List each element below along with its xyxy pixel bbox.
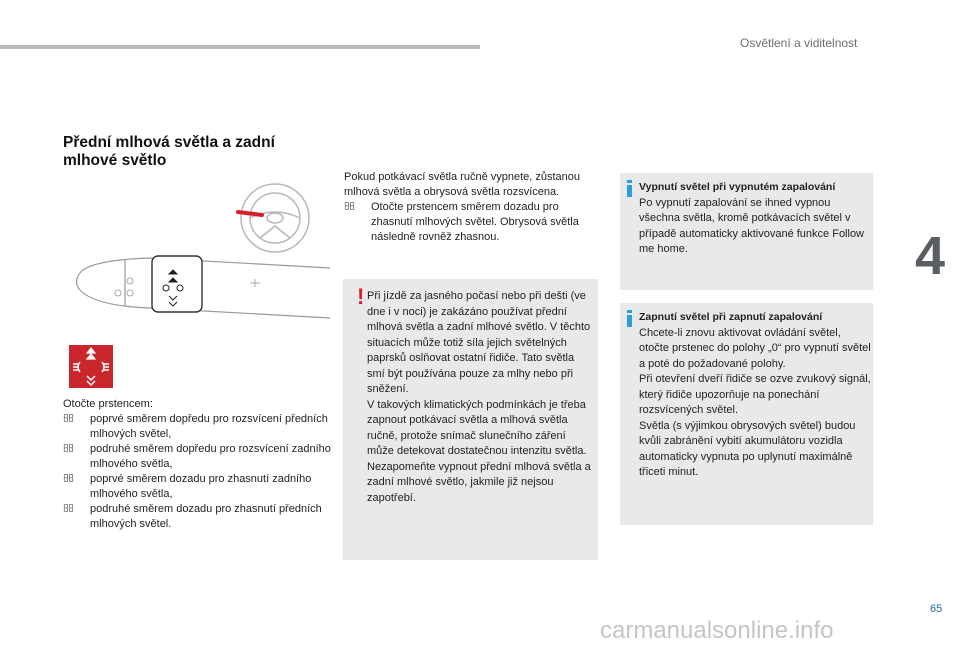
fog-light-symbol	[69, 345, 113, 388]
info-icon	[627, 310, 632, 327]
list-item-text: poprvé směrem dozadu pro zhasnutí zadního mlhového světla,	[90, 473, 312, 500]
bullet-icon	[344, 200, 355, 215]
list-item	[63, 502, 333, 532]
list-item-text: podruhé směrem dopředu pro rozsvícení zadního mlhového světla,	[90, 443, 331, 470]
lighting-stalk	[77, 258, 331, 318]
steering-wheel-icon	[241, 184, 309, 252]
info-paragraph: Světla (s výjimkou obrysových světel) budou kvůli zabránění vybití akumulátoru vozidla automaticky vypnuta po uplynutí maximálně třiceti minut.	[639, 419, 856, 478]
col2-paragraph: Pokud potkávací světla ručně vypnete, zůstanou mlhová světla a obrysová světla rozsvícena.	[344, 171, 581, 198]
warning-paragraph: Nezapomeňte vypnout přední mlhová světla a zadní mlhové světlo, jakmile již nejsou zapotřebí.	[367, 460, 591, 504]
bullet-icon	[63, 472, 74, 487]
info-title: Zapnutí světel při zapnutí zapalování	[639, 311, 823, 323]
info-box-ignition-off	[620, 173, 873, 290]
chapter-number: 4	[915, 226, 946, 286]
info-icon	[627, 180, 632, 197]
fog-light-icon	[69, 345, 113, 388]
info-paragraph: Při otevření dveří řidiče se ozve zvukový signál, který řidiče upozorňuje na ponechání rozsvícených světel.	[639, 373, 871, 416]
header-rule	[0, 45, 480, 49]
list-item-text: podruhé směrem dozadu pro zhasnutí předních mlhových světel.	[90, 503, 322, 530]
list-item	[63, 442, 333, 472]
list-item-text: Otočte prstencem směrem dozadu pro zhasnutí mlhových světel. Obrysová světla následně rovněž zhasnou.	[371, 201, 579, 243]
watermark: carmanualsonline.info	[600, 617, 834, 644]
bullet-icon	[63, 412, 74, 427]
info-paragraph: Chcete-li znovu aktivovat ovládání světel, otočte prstenec do polohy „0“ pro vypnutí světel a poté do požadované polohy.	[639, 326, 871, 370]
section-title: Osvětlení a viditelnost	[740, 36, 858, 50]
list-item	[344, 200, 599, 245]
info-title: Vypnutí světel při vypnutém zapalování	[639, 181, 836, 193]
list-item	[63, 472, 333, 502]
page-title: Přední mlhová světla a zadní mlhové světlo	[63, 134, 275, 169]
info-text	[639, 310, 871, 481]
warning-icon: !	[357, 284, 365, 309]
column-1-text	[63, 397, 333, 532]
info-text	[639, 180, 871, 258]
warning-box	[343, 279, 598, 560]
stalk-illustration	[70, 178, 330, 328]
column-2-text	[344, 170, 599, 245]
info-paragraph: Po vypnutí zapalování se ihned vypnou všechna světla, kromě potkávacích světel v případě automaticky aktivované funkce Follow me home.	[639, 196, 865, 255]
warning-paragraph: Při jízdě za jasného počasí nebo při dešti (ve dne i v noci) je zakázáno používat přední mlhová světla a zadní mlhové světlo. V těchto situacích může totiž síla jejich světelných paprsků oslňovat ostatní řidiče. Tato světla smí být používána pouze za mlhy nebo při sněžení.	[367, 290, 591, 395]
warning-text	[367, 289, 592, 506]
page-number: 65	[930, 603, 943, 615]
bullet-icon	[63, 502, 74, 517]
info-box-ignition-on	[620, 303, 873, 525]
col1-intro: Otočte prstencem:	[63, 398, 153, 410]
warning-paragraph: V takových klimatických podmínkách je třeba zapnout potkávací světla a mlhová světla ručně, protože snímač slunečního záření může detekovat dostatečnou intenzitu světla.	[367, 398, 587, 457]
list-item	[63, 412, 333, 442]
bullet-icon	[63, 442, 74, 457]
list-item-text: poprvé směrem dopředu pro rozsvícení předních mlhových světel,	[90, 413, 328, 440]
stalk-ring	[152, 256, 202, 312]
